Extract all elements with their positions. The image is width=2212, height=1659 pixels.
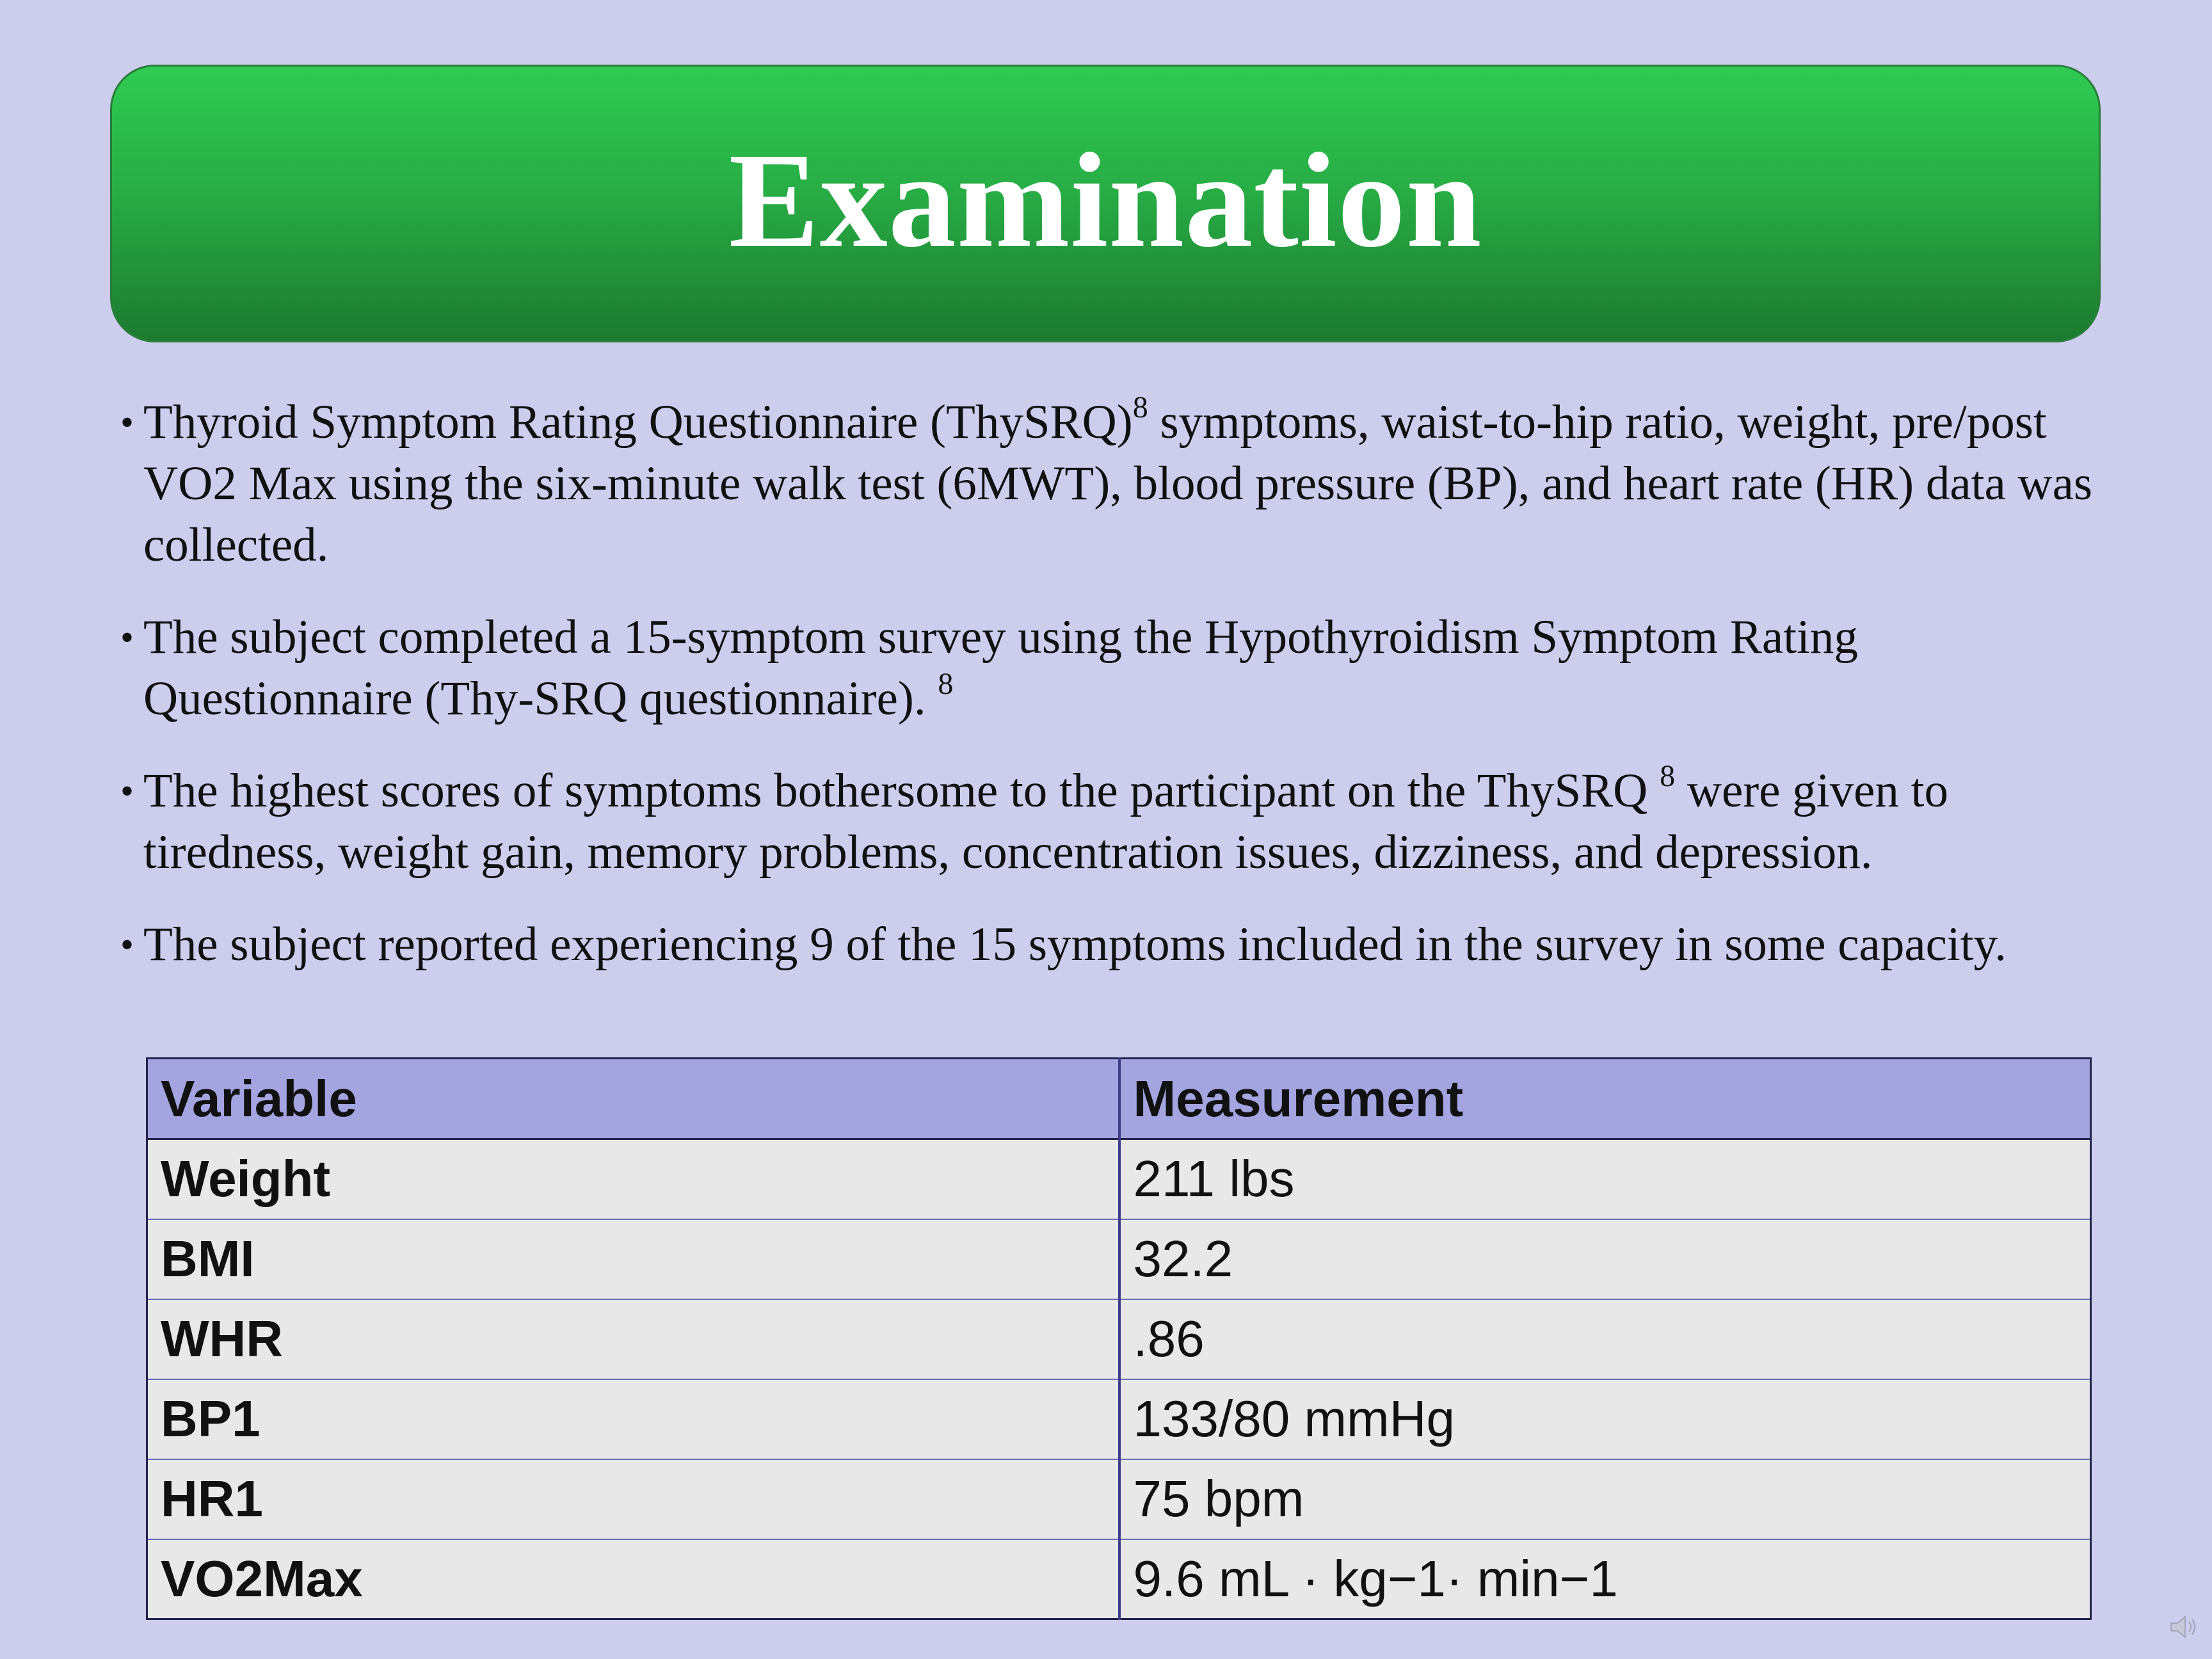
bullet-dot: • bbox=[120, 401, 134, 444]
cell-variable: VO2Max bbox=[147, 1539, 1119, 1619]
bullet-item bbox=[120, 760, 2130, 883]
cell-measurement: 211 lbs bbox=[1119, 1139, 2091, 1219]
citation-superscript: 8 bbox=[938, 667, 954, 701]
bullet-dot: • bbox=[120, 924, 134, 966]
bullet-item bbox=[120, 392, 2130, 576]
bullet-dot: • bbox=[120, 770, 134, 812]
title-banner bbox=[110, 65, 2101, 342]
bullet-text-cont: symptoms, waist-to-hip ratio, weight, pre/post VO2 Max using the six-minute walk test (6MWT), blood pressure (BP), and heart rate (HR) data was collected. bbox=[143, 396, 2093, 572]
table-row bbox=[147, 1299, 2091, 1379]
cell-variable: BP1 bbox=[147, 1379, 1119, 1459]
cell-variable: Weight bbox=[147, 1139, 1119, 1219]
table-row bbox=[147, 1539, 2091, 1619]
citation-superscript: 8 bbox=[1132, 390, 1148, 424]
bullet-dot: • bbox=[120, 616, 134, 659]
measurement-table bbox=[146, 1057, 2092, 1620]
bullet-item bbox=[120, 607, 2130, 730]
table-header-row bbox=[147, 1059, 2091, 1139]
table-row bbox=[147, 1139, 2091, 1219]
cell-measurement: 133/80 mmHg bbox=[1119, 1379, 2091, 1459]
cell-variable: HR1 bbox=[147, 1459, 1119, 1539]
bullet-text: The highest scores of symptoms bothersome to the participant on the ThySRQ bbox=[143, 764, 1660, 817]
cell-measurement: 9.6 mL · kg−1· min−1 bbox=[1119, 1539, 2091, 1619]
bullet-text: The subject reported experiencing 9 of the 15 symptoms included in the survey in some capacity. bbox=[143, 918, 2007, 971]
cell-variable: BMI bbox=[147, 1219, 1119, 1299]
bullet-list bbox=[120, 392, 2130, 1006]
bullet-item bbox=[120, 914, 2130, 975]
header-measurement: Measurement bbox=[1119, 1059, 2091, 1139]
cell-measurement: 75 bpm bbox=[1119, 1459, 2091, 1539]
cell-variable: WHR bbox=[147, 1299, 1119, 1379]
slide-title: Examination bbox=[728, 125, 1482, 275]
bullet-text: The subject completed a 15-symptom survey using the Hypothyroidism Symptom Rating Questionnaire (Thy-SRQ questionnaire). bbox=[143, 611, 1858, 725]
bullet-text-cont: were given to tiredness, weight gain, memory problems, concentration issues, dizziness, and depression. bbox=[143, 764, 1949, 879]
header-variable: Variable bbox=[147, 1059, 1119, 1139]
table-row bbox=[147, 1379, 2091, 1459]
table-row bbox=[147, 1459, 2091, 1539]
cell-measurement: .86 bbox=[1119, 1299, 2091, 1379]
table-row bbox=[147, 1219, 2091, 1299]
bullet-text: Thyroid Symptom Rating Questionnaire (ThySRQ) bbox=[143, 396, 1133, 449]
cell-measurement: 32.2 bbox=[1119, 1219, 2091, 1299]
speaker-icon[interactable] bbox=[2168, 1614, 2200, 1640]
citation-superscript: 8 bbox=[1660, 759, 1676, 793]
